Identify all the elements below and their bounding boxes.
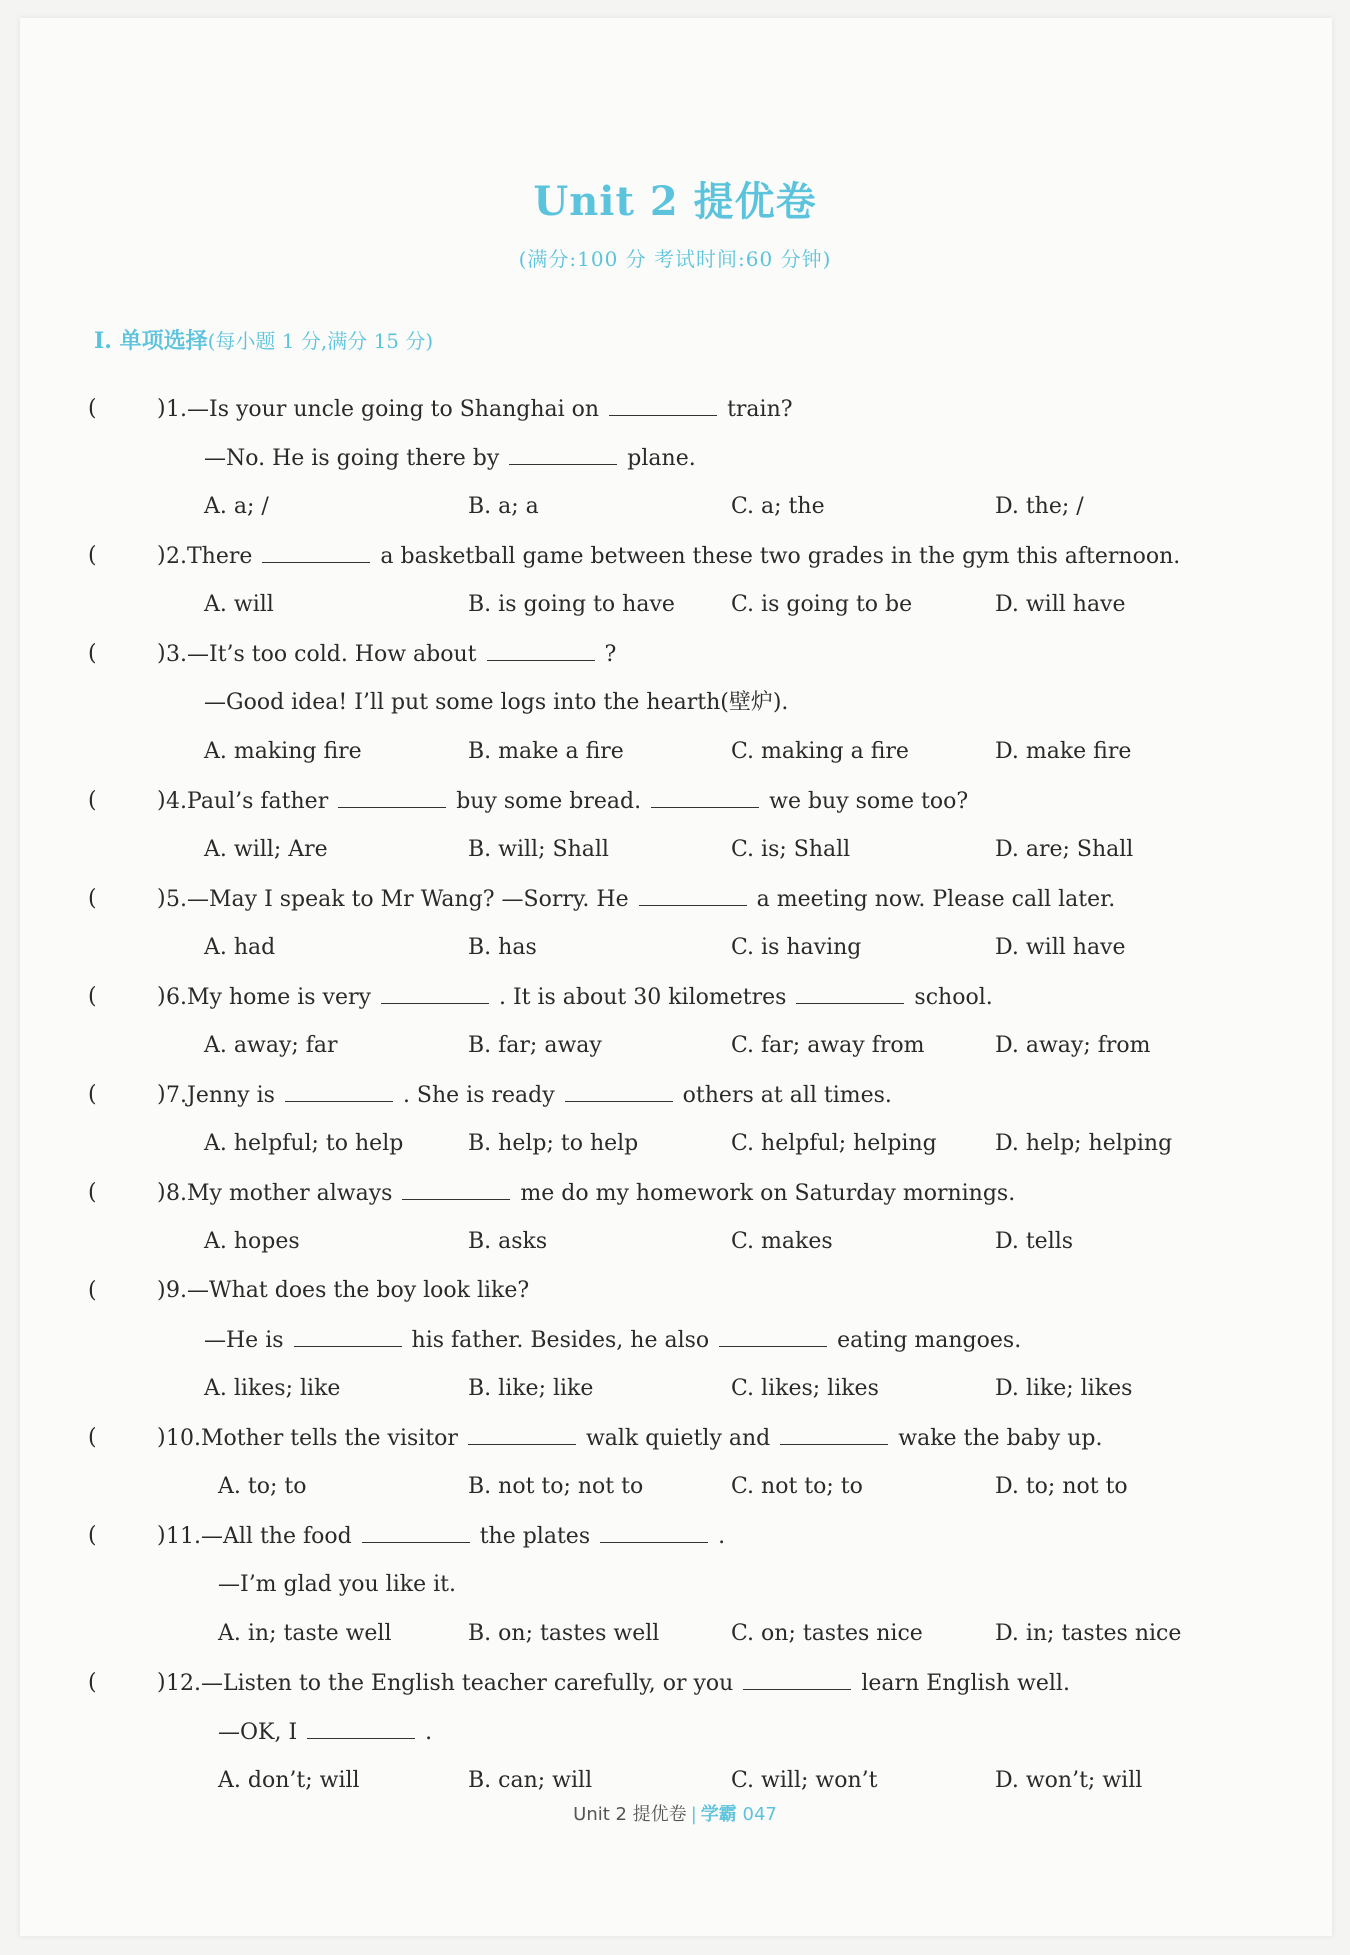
- option-b[interactable]: B. will; Shall: [468, 837, 609, 862]
- question-stem: [166, 391, 793, 428]
- answer-paren-close: ): [157, 1180, 166, 1205]
- question-text: .: [425, 1720, 433, 1745]
- answer-paren-open: (: [88, 1425, 97, 1450]
- option-a[interactable]: A. helpful; to help: [204, 1131, 404, 1156]
- question-number: 6.: [166, 985, 187, 1010]
- answer-paren-close: ): [157, 1523, 166, 1548]
- option-d[interactable]: D. won’t; will: [995, 1768, 1143, 1793]
- answer-blank[interactable]: [468, 1420, 576, 1445]
- options-row: [0, 1126, 1350, 1162]
- answer-paren-open: (: [88, 1670, 97, 1695]
- question-line: [0, 538, 1350, 574]
- option-c[interactable]: C. likes; likes: [731, 1376, 879, 1401]
- option-a[interactable]: A. will; Are: [204, 837, 328, 862]
- answer-paren-open: (: [88, 641, 97, 666]
- option-a[interactable]: A. will: [204, 592, 274, 617]
- question-number: 9.: [166, 1278, 187, 1303]
- answer-blank[interactable]: [796, 979, 904, 1004]
- question-line: [0, 1322, 1350, 1358]
- question-text: My home is very: [187, 985, 371, 1010]
- option-c[interactable]: C. helpful; helping: [731, 1131, 937, 1156]
- question-stem: [166, 1420, 1103, 1457]
- section-note: (每小题 1 分,满分 15 分): [207, 329, 434, 353]
- answer-paren-open: (: [88, 886, 97, 911]
- question-stem: [166, 979, 993, 1016]
- question-text: There: [187, 544, 253, 569]
- option-b[interactable]: B. can; will: [468, 1768, 593, 1793]
- option-b[interactable]: B. not to; not to: [468, 1474, 644, 1499]
- question-text: .: [718, 1524, 726, 1549]
- question-subline: [204, 685, 788, 721]
- question-text: —Good idea! I’ll put some logs into the hearth(壁炉).: [204, 690, 789, 715]
- answer-blank[interactable]: [600, 1518, 708, 1543]
- options-row: [0, 1469, 1350, 1505]
- question-text: we buy some too?: [769, 789, 969, 814]
- question-text: me do my homework on Saturday mornings.: [520, 1181, 1016, 1206]
- question-subline: [218, 1567, 456, 1603]
- option-b[interactable]: B. make a fire: [468, 739, 624, 764]
- question-text: learn English well.: [861, 1671, 1070, 1696]
- option-b[interactable]: B. a; a: [468, 494, 539, 519]
- option-d[interactable]: D. like; likes: [995, 1376, 1133, 1401]
- question-text: walk quietly and: [585, 1426, 771, 1451]
- question-number: 1.: [166, 397, 187, 422]
- option-a[interactable]: A. making fire: [204, 739, 362, 764]
- answer-paren-open: (: [88, 1082, 97, 1107]
- option-a[interactable]: A. to; to: [218, 1474, 307, 1499]
- option-d[interactable]: D. will have: [995, 592, 1126, 617]
- option-d[interactable]: D. tells: [995, 1229, 1074, 1254]
- answer-paren-open: (: [88, 788, 97, 813]
- question-number: 11.: [166, 1524, 201, 1549]
- question-text: the plates: [479, 1524, 591, 1549]
- question-number: 12.: [166, 1671, 201, 1696]
- section-label: Ⅰ. 单项选择: [94, 328, 208, 354]
- footer-separator: |: [690, 1804, 697, 1825]
- question-text: —May I speak to Mr Wang? —Sorry. He: [187, 887, 629, 912]
- option-c[interactable]: C. is having: [731, 935, 862, 960]
- question-stem: [166, 783, 968, 820]
- answer-paren-open: (: [88, 1180, 97, 1205]
- question-subline: [204, 440, 696, 477]
- answer-paren-close: ): [157, 396, 166, 421]
- option-b[interactable]: B. on; tastes well: [468, 1621, 660, 1646]
- question-number: 8.: [166, 1181, 187, 1206]
- page-number: 047: [742, 1804, 777, 1825]
- answer-blank[interactable]: [487, 636, 595, 661]
- page-footer: [0, 1800, 1350, 1826]
- option-d[interactable]: D. are; Shall: [995, 837, 1134, 862]
- option-b[interactable]: B. has: [468, 935, 537, 960]
- answer-blank[interactable]: [262, 538, 370, 563]
- exam-info: (满分:100 分 考试时间:60 分钟): [518, 247, 832, 271]
- option-d[interactable]: D. away; from: [995, 1033, 1151, 1058]
- option-c[interactable]: C. not to; to: [731, 1474, 863, 1499]
- question-stem: [166, 1665, 1070, 1702]
- answer-paren-close: ): [157, 1425, 166, 1450]
- answer-paren-close: ): [157, 641, 166, 666]
- question-text: —What does the boy look like?: [187, 1278, 530, 1303]
- answer-blank[interactable]: [509, 440, 617, 465]
- question-subline: [204, 1322, 1021, 1359]
- answer-paren-open: (: [88, 984, 97, 1009]
- answer-paren-open: (: [88, 396, 97, 421]
- options-row: [0, 587, 1350, 623]
- answer-blank[interactable]: [338, 783, 446, 808]
- answer-paren-close: ): [157, 1082, 166, 1107]
- option-c[interactable]: C. making a fire: [731, 739, 909, 764]
- option-b[interactable]: B. is going to have: [468, 592, 675, 617]
- question-stem: [166, 1273, 529, 1309]
- option-a[interactable]: A. away; far: [204, 1033, 338, 1058]
- question-line: [0, 1273, 1350, 1309]
- answer-blank[interactable]: [609, 391, 717, 416]
- question-line: [0, 1077, 1350, 1113]
- answer-paren-close: ): [157, 543, 166, 568]
- options-row: [0, 489, 1350, 525]
- option-d[interactable]: D. in; tastes nice: [995, 1621, 1182, 1646]
- option-c[interactable]: C. on; tastes nice: [731, 1621, 923, 1646]
- options-row: [0, 930, 1350, 966]
- answer-blank[interactable]: [362, 1518, 470, 1543]
- question-stem: [166, 881, 1115, 918]
- option-a[interactable]: A. had: [204, 935, 276, 960]
- option-d[interactable]: D. will have: [995, 935, 1126, 960]
- option-c[interactable]: C. is; Shall: [731, 837, 851, 862]
- question-text: ?: [604, 642, 617, 667]
- question-text: Paul’s father: [187, 789, 329, 814]
- question-line: [0, 685, 1350, 721]
- options-row: [0, 1224, 1350, 1260]
- answer-paren-open: (: [88, 1278, 97, 1303]
- question-line: [0, 1175, 1350, 1211]
- question-number: 3.: [166, 642, 187, 667]
- question-text: —No. He is going there by: [204, 446, 500, 471]
- option-a[interactable]: A. hopes: [204, 1229, 300, 1254]
- question-text: wake the baby up.: [898, 1426, 1103, 1451]
- option-c[interactable]: C. makes: [731, 1229, 833, 1254]
- question-text: Jenny is: [187, 1083, 275, 1108]
- answer-blank[interactable]: [639, 881, 747, 906]
- option-b[interactable]: B. like; like: [468, 1376, 594, 1401]
- answer-blank[interactable]: [565, 1077, 673, 1102]
- option-a[interactable]: A. a; /: [204, 494, 269, 519]
- option-d[interactable]: D. to; not to: [995, 1474, 1128, 1499]
- option-a[interactable]: A. in; taste well: [218, 1621, 392, 1646]
- question-stem: [166, 1518, 725, 1555]
- option-d[interactable]: D. make fire: [995, 739, 1132, 764]
- answer-blank[interactable]: [402, 1175, 510, 1200]
- question-text: others at all times.: [682, 1083, 892, 1108]
- options-row: [0, 1371, 1350, 1407]
- question-line: [0, 881, 1350, 917]
- options-row: [0, 734, 1350, 770]
- question-text: school.: [914, 985, 993, 1010]
- option-b[interactable]: B. far; away: [468, 1033, 602, 1058]
- question-line: [0, 1714, 1350, 1750]
- question-text: plane.: [627, 446, 696, 471]
- question-text: train?: [727, 397, 793, 422]
- option-c[interactable]: C. will; won’t: [731, 1768, 878, 1793]
- answer-blank[interactable]: [381, 979, 489, 1004]
- question-text: —It’s too cold. How about: [187, 642, 477, 667]
- question-number: 10.: [166, 1426, 201, 1451]
- answer-blank[interactable]: [294, 1322, 402, 1347]
- answer-paren-close: ): [157, 984, 166, 1009]
- question-text: —OK, I: [218, 1720, 298, 1745]
- question-line: [0, 1665, 1350, 1701]
- question-number: 7.: [166, 1083, 187, 1108]
- footer-brand: 学霸: [700, 1804, 737, 1825]
- question-text: . She is ready: [402, 1083, 555, 1108]
- option-c[interactable]: C. far; away from: [731, 1033, 925, 1058]
- question-text: —All the food: [201, 1524, 352, 1549]
- question-text: a meeting now. Please call later.: [756, 887, 1116, 912]
- answer-paren-close: ): [157, 1670, 166, 1695]
- question-stem: [166, 1175, 1015, 1212]
- question-line: [0, 783, 1350, 819]
- page-title: Unit 2 提优卷: [533, 178, 817, 225]
- options-row: [0, 1763, 1350, 1799]
- question-stem: [166, 636, 616, 673]
- answer-blank[interactable]: [651, 783, 759, 808]
- option-b[interactable]: B. asks: [468, 1229, 548, 1254]
- option-c[interactable]: C. a; the: [731, 494, 825, 519]
- options-row: [0, 832, 1350, 868]
- question-text: —He is: [204, 1328, 284, 1353]
- answer-paren-open: (: [88, 1523, 97, 1548]
- question-text: . It is about 30 kilometres: [498, 985, 787, 1010]
- question-line: [0, 1518, 1350, 1554]
- answer-blank[interactable]: [719, 1322, 827, 1347]
- question-text: —Listen to the English teacher carefully, or you: [201, 1671, 734, 1696]
- answer-paren-close: ): [157, 886, 166, 911]
- question-subline: [218, 1714, 432, 1751]
- question-text: eating mangoes.: [837, 1328, 1022, 1353]
- answer-blank[interactable]: [307, 1714, 415, 1739]
- question-line: [0, 636, 1350, 672]
- question-line: [0, 979, 1350, 1015]
- question-stem: [166, 1077, 892, 1114]
- option-b[interactable]: B. help; to help: [468, 1131, 639, 1156]
- question-text: —I’m glad you like it.: [218, 1572, 456, 1597]
- question-line: [0, 440, 1350, 476]
- answer-blank[interactable]: [285, 1077, 393, 1102]
- question-text: My mother always: [187, 1181, 393, 1206]
- option-a[interactable]: A. likes; like: [204, 1376, 341, 1401]
- question-line: [0, 391, 1350, 427]
- answer-paren-close: ): [157, 788, 166, 813]
- option-c[interactable]: C. is going to be: [731, 592, 913, 617]
- question-line: [0, 1567, 1350, 1603]
- question-line: [0, 1420, 1350, 1456]
- answer-blank[interactable]: [780, 1420, 888, 1445]
- section-heading: [94, 324, 433, 355]
- question-number: 2.: [166, 544, 187, 569]
- option-d[interactable]: D. the; /: [995, 494, 1084, 519]
- question-number: 4.: [166, 789, 187, 814]
- answer-paren-close: ): [157, 1278, 166, 1303]
- question-text: buy some bread.: [456, 789, 642, 814]
- options-row: [0, 1616, 1350, 1652]
- answer-blank[interactable]: [743, 1665, 851, 1690]
- question-text: a basketball game between these two grades in the gym this afternoon.: [380, 544, 1181, 569]
- options-row: [0, 1028, 1350, 1064]
- answer-paren-open: (: [88, 543, 97, 568]
- question-number: 5.: [166, 887, 187, 912]
- question-text: —Is your uncle going to Shanghai on: [187, 397, 600, 422]
- question-stem: [166, 538, 1180, 575]
- option-d[interactable]: D. help; helping: [995, 1131, 1173, 1156]
- question-text: his father. Besides, he also: [411, 1328, 710, 1353]
- question-text: Mother tells the visitor: [201, 1426, 458, 1451]
- footer-unit: Unit 2 提优卷: [573, 1804, 687, 1825]
- option-a[interactable]: A. don’t; will: [218, 1768, 360, 1793]
